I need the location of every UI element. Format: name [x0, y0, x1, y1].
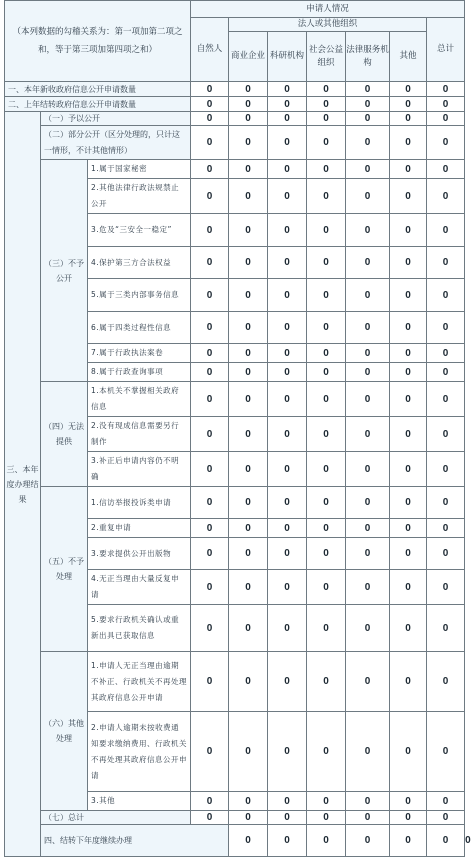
- header-note: （本列数据的勾稽关系为：第一项加第二项之和，等于第三项加第四项之和）: [5, 1, 191, 82]
- cell-value: 0: [307, 344, 346, 363]
- header-applicant: 申请人情况: [191, 1, 465, 18]
- cell-value: 0: [191, 344, 229, 363]
- cell-value: 0: [268, 382, 307, 417]
- cell-value: 0: [307, 247, 346, 279]
- cell-value: 0: [268, 247, 307, 279]
- cell-value: 0: [229, 82, 268, 97]
- cell-value: 0: [268, 97, 307, 112]
- cell-value: 0: [427, 811, 465, 825]
- cell-value: 0: [229, 112, 268, 126]
- row-label: 四、结转下年度继续办理: [41, 825, 229, 857]
- cell-value: 0: [307, 452, 346, 487]
- cell-value: 0: [390, 279, 427, 312]
- cell-value: 0: [191, 179, 229, 214]
- cell-value: 0: [229, 126, 268, 160]
- cell-value: 0: [346, 179, 390, 214]
- table-row: [5, 160, 465, 179]
- row-label: 二、上年结转政府信息公开申请数量: [5, 97, 191, 112]
- cell-value: 0: [229, 214, 268, 247]
- row-label: （二）部分公开（区分处理的，只计这一情形，不计其他情形）: [41, 126, 191, 160]
- cell-value: 0: [191, 112, 229, 126]
- cell-value: 0: [268, 792, 307, 811]
- row-label: 3.危及“三安全一稳定”: [88, 214, 191, 247]
- group-label: （四）无法提供: [41, 382, 88, 487]
- cell-value: 0: [390, 247, 427, 279]
- cell-value: 0: [346, 112, 390, 126]
- cell-value: 0: [229, 825, 268, 857]
- cell-value: 0: [229, 417, 268, 452]
- cell-value: 0: [427, 452, 465, 487]
- group-label: （六）其他处理: [41, 652, 88, 811]
- cell-value: 0: [427, 82, 465, 97]
- cell-value: 0: [191, 452, 229, 487]
- cell-value: 0: [390, 605, 427, 652]
- row-label: 3.要求提供公开出版物: [88, 538, 191, 570]
- cell-value: 0: [346, 417, 390, 452]
- col-total: 总计: [427, 18, 465, 82]
- cell-value: 0: [346, 605, 390, 652]
- cell-value: 0: [346, 279, 390, 312]
- cell-value: 0: [191, 417, 229, 452]
- cell-value: 0: [427, 344, 465, 363]
- row-label: 8.属于行政查询事项: [88, 363, 191, 382]
- cell-value: 0: [307, 126, 346, 160]
- cell-value: 0: [390, 712, 427, 792]
- cell-value: 0: [346, 452, 390, 487]
- cell-value: 0: [427, 825, 465, 857]
- table-row: [5, 97, 465, 112]
- cell-value: 0: [346, 519, 390, 538]
- table-row: [5, 126, 465, 160]
- cell-value: 0: [268, 811, 307, 825]
- table-row: [5, 487, 465, 519]
- cell-value: 0: [390, 792, 427, 811]
- cell-value: 0: [307, 363, 346, 382]
- table-row: [5, 82, 465, 97]
- cell-value: 0: [427, 112, 465, 126]
- cell-value: 0: [390, 112, 427, 126]
- row-label: 3.其他: [88, 792, 191, 811]
- cell-value: 0: [229, 179, 268, 214]
- cell-value: 0: [191, 363, 229, 382]
- col-natural-person: 自然人: [191, 18, 229, 82]
- cell-value: 0: [427, 605, 465, 652]
- row-label: 5.属于三类内部事务信息: [88, 279, 191, 312]
- cell-value: 0: [346, 487, 390, 519]
- cell-value: 0: [346, 538, 390, 570]
- cell-value: 0: [346, 363, 390, 382]
- cell-value: 0: [346, 214, 390, 247]
- cell-value: 0: [390, 312, 427, 344]
- col-public-welfare: 社会公益组织: [307, 32, 346, 82]
- col-legal-service: 法律服务机构: [346, 32, 390, 82]
- cell-value: 0: [191, 160, 229, 179]
- cell-value: 0: [191, 811, 229, 825]
- cell-value: 0: [346, 792, 390, 811]
- cell-value: 0: [427, 538, 465, 570]
- cell-value: 0: [346, 97, 390, 112]
- cell-value: 0: [390, 825, 427, 857]
- cell-value: 0: [307, 417, 346, 452]
- cell-value: 0: [390, 519, 427, 538]
- cell-value: 0: [191, 82, 229, 97]
- cell-value: 0: [307, 179, 346, 214]
- cell-value: 0: [346, 160, 390, 179]
- table-row: [5, 382, 465, 417]
- cell-value: 0: [427, 652, 465, 712]
- cell-value: 0: [268, 126, 307, 160]
- row-label: 4.保护第三方合法权益: [88, 247, 191, 279]
- cell-value: 0: [229, 792, 268, 811]
- cell-value: 0: [191, 538, 229, 570]
- cell-value: 0: [390, 344, 427, 363]
- cell-value: 0: [307, 825, 346, 857]
- cell-value: 0: [427, 382, 465, 417]
- cell-value: 0: [307, 279, 346, 312]
- row-label: 1.信访举报投诉类申请: [88, 487, 191, 519]
- cell-value: 0: [346, 344, 390, 363]
- cell-value: 0: [427, 363, 465, 382]
- row-label: 2.申请人逾期未按收费通知要求缴纳费用、行政机关不再处理其政府信息公开申请: [88, 712, 191, 792]
- cell-value: 0: [268, 519, 307, 538]
- cell-value: 0: [390, 652, 427, 712]
- col-research: 科研机构: [268, 32, 307, 82]
- cell-value: 0: [229, 811, 268, 825]
- cell-value: 0: [191, 382, 229, 417]
- row-label: 3.补正后申请内容仍不明确: [88, 452, 191, 487]
- cell-value: 0: [346, 811, 390, 825]
- cell-value: 0: [268, 605, 307, 652]
- cell-value: 0: [229, 570, 268, 605]
- cell-value: 0: [390, 126, 427, 160]
- row-label: 一、本年新收政府信息公开申请数量: [5, 82, 191, 97]
- cell-value: 0: [191, 652, 229, 712]
- row-label: （一）予以公开: [41, 112, 191, 126]
- cell-value: 0: [229, 605, 268, 652]
- cell-value: 0: [191, 570, 229, 605]
- cell-value: 0: [427, 247, 465, 279]
- cell-value: 0: [307, 82, 346, 97]
- cell-value: 0: [390, 417, 427, 452]
- row-label: 2.没有现成信息需要另行制作: [88, 417, 191, 452]
- cell-value: 0: [229, 247, 268, 279]
- cell-value: 0: [346, 82, 390, 97]
- cell-value: 0: [191, 247, 229, 279]
- row-label: 2.重复申请: [88, 519, 191, 538]
- cell-value: 0: [307, 605, 346, 652]
- cell-value: 0: [346, 652, 390, 712]
- row-label: 1.本机关不掌握相关政府信息: [88, 382, 191, 417]
- cell-value: 0: [307, 792, 346, 811]
- cell-value: 0: [307, 97, 346, 112]
- table-row: [5, 652, 465, 712]
- cell-value: 0: [191, 487, 229, 519]
- cell-value: 0: [307, 712, 346, 792]
- header-legal-group: 法人或其他组织: [229, 18, 427, 32]
- cell-value: 0: [229, 363, 268, 382]
- cell-value: 0: [229, 382, 268, 417]
- cell-value: 0: [268, 214, 307, 247]
- cell-value: 0: [427, 126, 465, 160]
- cell-value: 0: [427, 160, 465, 179]
- cell-value: 0: [229, 452, 268, 487]
- cell-value: 0: [268, 570, 307, 605]
- cell-value: 0: [268, 452, 307, 487]
- cell-value: 0: [229, 519, 268, 538]
- cell-value: 0: [427, 712, 465, 792]
- row-label: 1.申请人无正当理由逾期不补正、行政机关不再处理其政府信息公开申请: [88, 652, 191, 712]
- cell-value: 0: [427, 279, 465, 312]
- row-label: （七）总计: [41, 811, 191, 825]
- cell-value: 0: [390, 811, 427, 825]
- cell-value: 0: [390, 382, 427, 417]
- cell-value: 0: [307, 160, 346, 179]
- cell-value: 0: [307, 112, 346, 126]
- cell-value: 0: [307, 652, 346, 712]
- cell-value: 0: [307, 538, 346, 570]
- cell-value: 0: [346, 570, 390, 605]
- cell-value: 0: [346, 382, 390, 417]
- cell-value: 0: [390, 570, 427, 605]
- cell-value: 0: [307, 519, 346, 538]
- cell-value: 0: [268, 179, 307, 214]
- cell-value: 0: [427, 179, 465, 214]
- row-label: 5.要求行政机关确认或重新出具已获取信息: [88, 605, 191, 652]
- cell-value: 0: [229, 279, 268, 312]
- cell-value: 0: [390, 82, 427, 97]
- cell-value: 0: [268, 344, 307, 363]
- cell-value: 0: [268, 538, 307, 570]
- cell-value: 0: [268, 825, 307, 857]
- cell-value: 0: [191, 97, 229, 112]
- cell-value: 0: [191, 214, 229, 247]
- cell-value: 0: [268, 487, 307, 519]
- cell-value: 0: [427, 417, 465, 452]
- cell-value: 0: [268, 417, 307, 452]
- group-label: （五）不予处理: [41, 487, 88, 652]
- cell-value: 0: [307, 312, 346, 344]
- cell-value: 0: [229, 712, 268, 792]
- cell-value: 0: [427, 519, 465, 538]
- cell-value: 0: [191, 126, 229, 160]
- cell-value: 0: [390, 487, 427, 519]
- section-3-label: 三、本年度办理结果: [5, 112, 41, 857]
- col-other: 其他: [390, 32, 427, 82]
- cell-value: 0: [390, 363, 427, 382]
- row-label: 6.属于四类过程性信息: [88, 312, 191, 344]
- col-business: 商业企业: [229, 32, 268, 82]
- header-row-1: [5, 1, 465, 18]
- cell-value: 0: [268, 712, 307, 792]
- cell-value: 0: [229, 344, 268, 363]
- cell-value: 0: [346, 126, 390, 160]
- cell-value: 0: [191, 519, 229, 538]
- cell-value: 0: [229, 538, 268, 570]
- row-label: 7.属于行政执法案卷: [88, 344, 191, 363]
- cell-value: 0: [268, 82, 307, 97]
- cell-value: 0: [307, 382, 346, 417]
- table-row: [5, 112, 465, 126]
- cell-value: 0: [390, 97, 427, 112]
- group-label: （三）不予公开: [41, 160, 88, 382]
- cell-value: 0: [346, 312, 390, 344]
- cell-value: 0: [390, 538, 427, 570]
- cell-value: 0: [307, 214, 346, 247]
- cell-value: 0: [229, 652, 268, 712]
- cell-value: 0: [307, 570, 346, 605]
- cell-value: 0: [191, 312, 229, 344]
- cell-value: 0: [390, 160, 427, 179]
- cell-value: 0: [191, 279, 229, 312]
- row-label: 1.属于国家秘密: [88, 160, 191, 179]
- cell-value: 0: [307, 811, 346, 825]
- cell-value: 0: [268, 363, 307, 382]
- cell-value: 0: [268, 279, 307, 312]
- cell-value: 0: [268, 160, 307, 179]
- cell-value: 0: [191, 605, 229, 652]
- table-row: 四、结转下年度继续办理 0 0 0 0 0 0 0: [5, 825, 465, 857]
- cell-value: 0: [427, 312, 465, 344]
- cell-value: 0: [427, 792, 465, 811]
- cell-value: 0: [307, 487, 346, 519]
- cell-value: 0: [191, 712, 229, 792]
- row-label: 2.其他法律行政法规禁止公开: [88, 179, 191, 214]
- cell-value: 0: [268, 652, 307, 712]
- cell-value: 0: [390, 452, 427, 487]
- cell-value: 0: [268, 312, 307, 344]
- cell-value: 0: [390, 179, 427, 214]
- cell-value: 0: [427, 214, 465, 247]
- cell-value: 0: [427, 570, 465, 605]
- cell-value: 0: [268, 112, 307, 126]
- cell-value: 0: [346, 712, 390, 792]
- cell-value: 0: [390, 214, 427, 247]
- cell-value: 0: [229, 312, 268, 344]
- cell-value: 0: [346, 825, 390, 857]
- cell-value: 0: [346, 247, 390, 279]
- table-row: [5, 811, 465, 825]
- cell-value: 0: [229, 487, 268, 519]
- row-label: 4.无正当理由大量反复申请: [88, 570, 191, 605]
- cell-value: 0: [427, 487, 465, 519]
- cell-value: 0: [427, 97, 465, 112]
- cell-value: 0: [229, 160, 268, 179]
- disclosure-stats-table: [4, 0, 471, 857]
- cell-value: 0: [191, 792, 229, 811]
- cell-value: 0: [229, 97, 268, 112]
